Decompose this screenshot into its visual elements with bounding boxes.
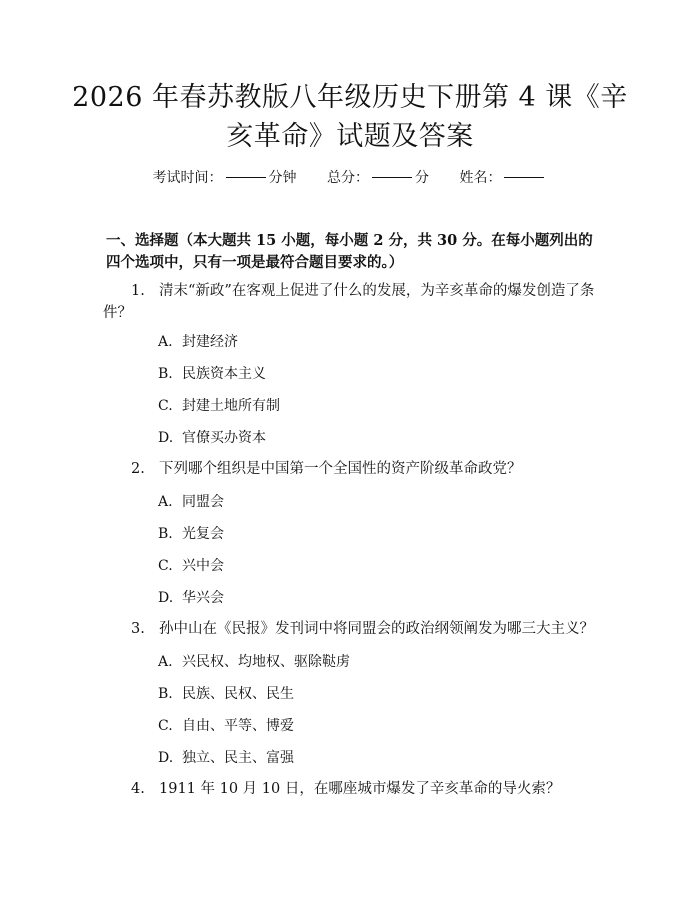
option-text: 封建经济	[182, 334, 238, 350]
question-number: 1.	[131, 283, 145, 299]
option-2a	[158, 492, 224, 512]
question-4	[131, 778, 601, 800]
question-text: 清末“新政”在客观上促进了什么的发展，为辛亥革命的爆发创造了条	[159, 283, 595, 299]
option-letter: A.	[158, 494, 173, 510]
option-2d	[158, 588, 224, 608]
option-letter: B.	[158, 686, 173, 702]
score-blank	[372, 177, 412, 178]
option-text: 华兴会	[182, 590, 224, 606]
time-label: 考试时间：	[152, 170, 223, 186]
option-text: 兴民权、均地权、驱除鞑虏	[182, 654, 350, 670]
option-letter: B.	[158, 366, 173, 382]
option-text: 同盟会	[182, 494, 224, 510]
option-letter: D.	[158, 750, 174, 766]
name-label: 姓名：	[459, 170, 502, 186]
time-blank	[226, 177, 266, 178]
option-text: 兴中会	[182, 558, 224, 574]
question-text: 1911 年 10 月 10 日，在哪座城市爆发了辛亥革命的导火索？	[159, 781, 561, 797]
option-3d	[158, 748, 294, 768]
option-text: 独立、民主、富强	[182, 750, 294, 766]
option-1c	[158, 396, 280, 416]
question-text: 孙中山在《民报》发刊词中将同盟会的政治纲领阐发为哪三大主义？	[159, 621, 594, 637]
question-text-wrap: 件？	[103, 305, 132, 321]
option-3b	[158, 684, 294, 704]
question-number: 4.	[131, 781, 145, 797]
question-text: 下列哪个组织是中国第一个全国性的资产阶级革命政党？	[159, 461, 522, 477]
option-text: 民族资本主义	[182, 366, 266, 382]
page-title-line-1: 2026 年春苏教版八年级历史下册第 4 课《辛	[72, 82, 628, 113]
option-letter: C.	[158, 398, 173, 414]
option-text: 封建土地所有制	[182, 398, 280, 414]
question-1	[131, 280, 601, 302]
question-2	[131, 458, 601, 480]
option-2b	[158, 524, 224, 544]
option-1d	[158, 428, 266, 448]
page-title-line-2: 亥革命》试题及答案	[226, 121, 474, 152]
option-text: 自由、平等、博爱	[182, 718, 294, 734]
option-1b	[158, 364, 266, 384]
option-text: 民族、民权、民生	[182, 686, 294, 702]
exam-meta	[0, 168, 700, 188]
option-text: 官僚买办资本	[182, 430, 266, 446]
option-letter: C.	[158, 558, 173, 574]
score-label: 总分：	[327, 170, 369, 186]
option-letter: A.	[158, 654, 173, 670]
section-heading: 一、选择题（本大题共 15 小题，每小题 2 分，共 30 分。在每小题列出的四个选项中，只有一项是最符合题目要求的。）	[106, 232, 593, 271]
option-text: 光复会	[182, 526, 224, 542]
option-letter: A.	[158, 334, 173, 350]
option-1a	[158, 332, 238, 352]
score-unit: 分	[415, 170, 429, 186]
option-2c	[158, 556, 224, 576]
time-unit: 分钟	[268, 170, 297, 186]
option-3c	[158, 716, 294, 736]
option-letter: B.	[158, 526, 173, 542]
option-3a	[158, 652, 350, 672]
option-letter: C.	[158, 718, 173, 734]
name-blank	[504, 177, 544, 178]
exam-score	[327, 168, 429, 188]
exam-time	[153, 168, 297, 188]
question-1-continued	[103, 302, 573, 324]
question-3	[131, 618, 601, 640]
exam-name	[459, 168, 547, 188]
question-number: 2.	[131, 461, 145, 477]
question-number: 3.	[131, 621, 145, 637]
option-letter: D.	[158, 590, 174, 606]
option-letter: D.	[158, 430, 174, 446]
